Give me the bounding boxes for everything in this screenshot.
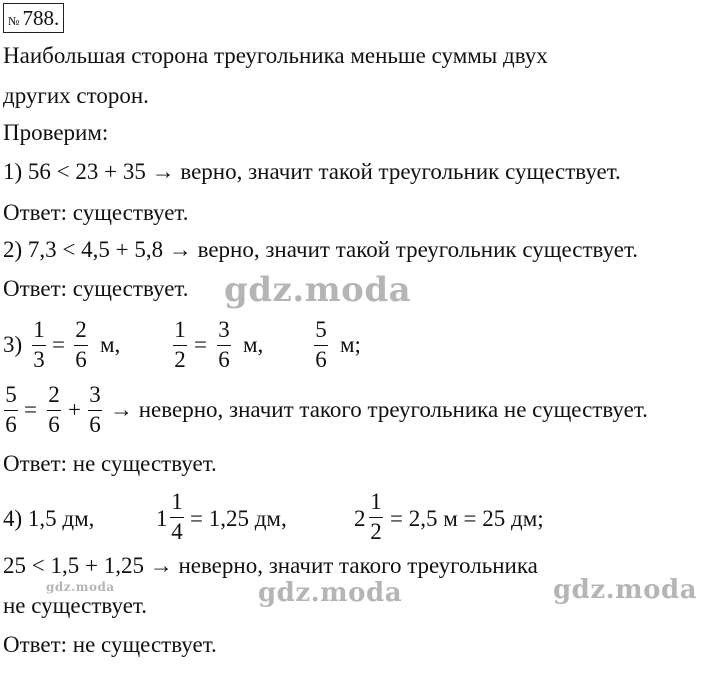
solution-line-4: 25 < 1,5 + 1,25 → неверно, значит такого треугольника <box>3 553 538 578</box>
intro-line-1: Наибольшая сторона треугольника меньше суммы двух <box>3 43 548 68</box>
numerator: 5 <box>315 317 327 342</box>
plus-sign: + <box>68 397 81 422</box>
mixed-whole-1: 1 <box>156 506 168 531</box>
denominator: 2 <box>370 519 382 544</box>
row3-label: 3) <box>3 332 23 357</box>
numerator: 1 <box>174 317 186 342</box>
numerator: 1 <box>33 317 45 342</box>
solution-line-2: 2) 7,3 < 4,5 + 5,8 → верно, значит такой треугольник существует. <box>3 237 639 262</box>
denominator: 6 <box>5 412 17 437</box>
answer-line-4: Ответ: не существует. <box>3 632 217 657</box>
numerator: 1 <box>171 489 183 514</box>
numerator: 5 <box>5 382 17 407</box>
watermark: gdz.moda <box>258 578 403 608</box>
mixed-whole-2: 2 <box>354 506 366 531</box>
fraction-3-6 <box>217 318 231 372</box>
answer-line-1: Ответ: существует. <box>3 200 189 225</box>
unit-m: м; <box>340 332 361 357</box>
equals-sign: = <box>24 397 37 422</box>
denominator: 6 <box>75 347 87 372</box>
watermark: gdz.moda <box>46 580 115 594</box>
answer-line-3: Ответ: не существует. <box>3 451 217 476</box>
fraction-5-6 <box>4 383 18 437</box>
denominator: 3 <box>33 347 45 372</box>
row4-value-1: = 1,25 дм, <box>190 506 287 531</box>
unit-m: м, <box>100 332 121 357</box>
numerator: 2 <box>75 317 87 342</box>
intro-line-2: других сторон. <box>3 83 149 108</box>
solution-line-4-cont: не существует. <box>3 593 147 618</box>
task-number-box <box>3 3 64 33</box>
denominator: 6 <box>315 347 327 372</box>
number-sign: № <box>8 14 20 28</box>
fraction-5-6 <box>314 318 328 372</box>
numerator: 1 <box>370 489 382 514</box>
fraction-1-3 <box>32 318 46 372</box>
numerator: 3 <box>89 382 101 407</box>
denominator: 6 <box>89 412 101 437</box>
denominator: 4 <box>171 519 183 544</box>
check-line: Проверим: <box>3 120 109 145</box>
numerator: 2 <box>48 382 60 407</box>
solution-line-1: 1) 56 < 23 + 35 → верно, значит такой треугольник существует. <box>3 159 621 184</box>
numerator: 3 <box>218 317 230 342</box>
denominator: 6 <box>48 412 60 437</box>
task-number: 788. <box>22 6 60 30</box>
watermark: gdz.moda <box>553 575 698 605</box>
denominator: 2 <box>174 347 186 372</box>
equals-sign: = <box>52 332 65 357</box>
unit-m: м, <box>243 332 264 357</box>
row3-conclusion: → неверно, значит такого треугольника не существует. <box>110 397 648 422</box>
fraction-1-2 <box>173 318 187 372</box>
answer-line-2: Ответ: существует. <box>3 276 189 301</box>
fraction-2-6 <box>74 318 88 372</box>
watermark: gdz.moda <box>224 270 412 310</box>
fraction-1-2 <box>369 490 383 544</box>
fraction-2-6 <box>47 383 61 437</box>
row4-value-2: = 2,5 м = 25 дм; <box>390 506 544 531</box>
row4-label: 4) 1,5 дм, <box>3 506 95 531</box>
equals-sign: = <box>194 332 207 357</box>
denominator: 6 <box>218 347 230 372</box>
fraction-3-6 <box>88 383 102 437</box>
fraction-1-4 <box>170 490 184 544</box>
